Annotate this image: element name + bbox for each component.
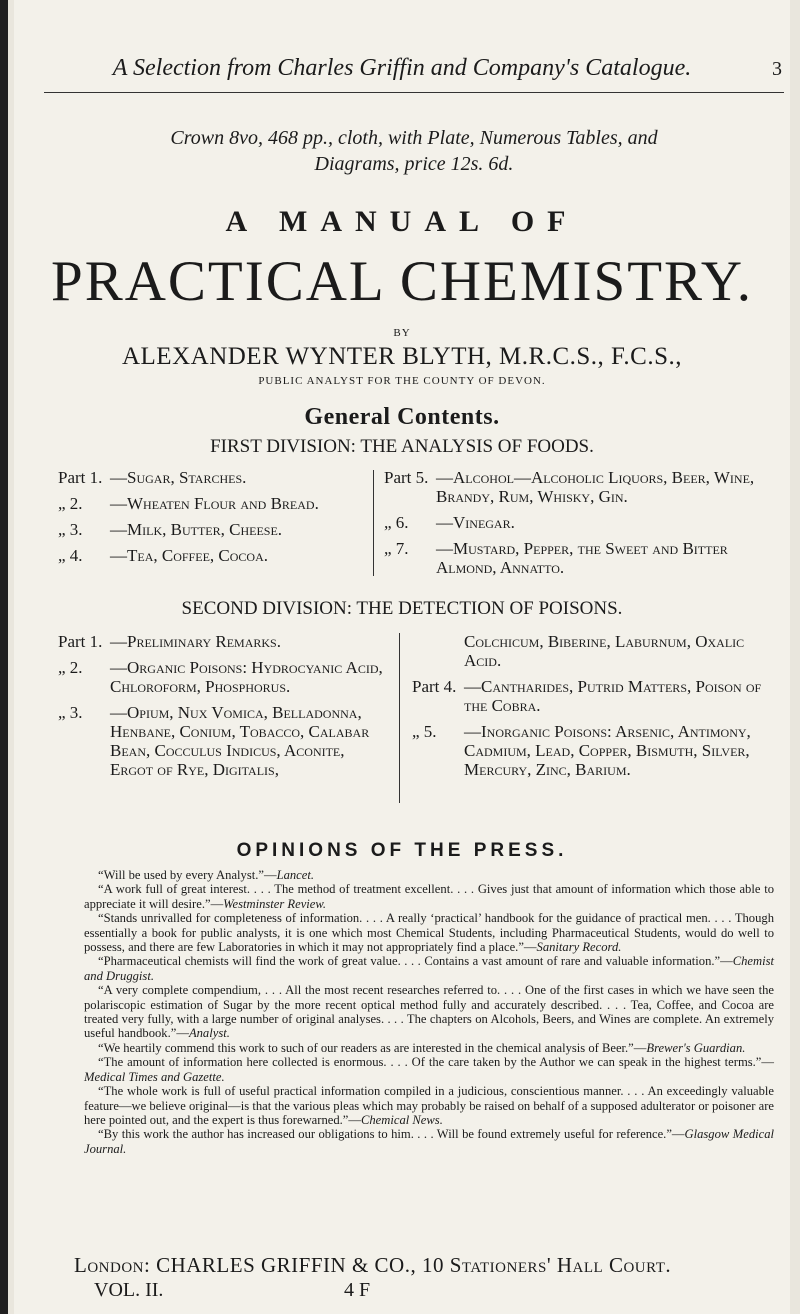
- title-small: A MANUAL OF: [225, 205, 579, 238]
- contents-entry: „ 4. —Tea, Coffee, Cocoa.: [58, 546, 268, 565]
- header-rule: [44, 92, 784, 93]
- review-quote: “Stands unrivalled for completeness of information. . . . A really ‘practical’ handbook for the guidance of practical men. . . . Though essentially a book for public analysts, it is one which most Chemical Students, including Pharmaceutical Students, would do well to possess, and there are few Laboratories in which it may not appropriately find a place.”—Sanitary Record.: [84, 911, 774, 955]
- signature-mark: 4 F: [344, 1279, 371, 1301]
- review-quote: “A work full of great interest. . . . The method of treatment excellent. . . . Gives just that amount of information which those able to appreciate it will desire.”—Westminster Review.: [84, 882, 774, 911]
- second-division-heading: SECOND DIVISION: THE DETECTION OF POISONS.: [181, 598, 623, 619]
- publisher-imprint: London: CHARLES GRIFFIN & CO., 10 Stationers' Hall Court.: [74, 1253, 672, 1277]
- review-quote: “We heartily commend this work to such of our readers as are interested in the chemical analysis of Beer.”—Brewer's Guardian.: [98, 1040, 746, 1055]
- review-quote: “By this work the author has increased our obligations to him. . . . Will be found extremely useful for reference.”—Glasgow Medical Journal.: [84, 1127, 774, 1156]
- contents-entry: „ 3. —Milk, Butter, Cheese.: [58, 520, 283, 539]
- column-divider: [399, 633, 400, 803]
- press-reviews: [84, 868, 774, 1156]
- contents-entry: „ 3. —Opium, Nux Vomica, Belladonna, Henbane, Conium, Tobacco, Calabar Bean, Cocculus Indicus, Aconite, Ergot of Rye, Digitalis,: [58, 703, 370, 779]
- by-line: BY: [393, 327, 411, 339]
- book-specification: Crown 8vo, 468 pp., cloth, with Plate, Numerous Tables, and Diagrams, price 12s. 6d.: [170, 127, 658, 175]
- contents-heading: General Contents.: [304, 404, 500, 430]
- second-division-right-column: [412, 632, 780, 786]
- author-role: PUBLIC ANALYST FOR THE COUNTY OF DEVON.: [258, 375, 546, 387]
- contents-entry: „ 2. —Organic Poisons: Hydrocyanic Acid, Chloroform, Phosphorus.: [58, 658, 383, 696]
- book-title: PRACTICAL CHEMISTRY.: [51, 250, 753, 313]
- page-number: 3: [772, 58, 782, 80]
- contents-entry: Part 1. —Preliminary Remarks.: [58, 632, 281, 651]
- first-division-left-column: [58, 468, 388, 572]
- running-head: A Selection from Charles Griffin and Company's Catalogue.: [112, 55, 692, 81]
- column-divider: [373, 470, 374, 576]
- contents-entry: Part 5. —Alcohol—Alcoholic Liquors, Beer, Wine, Brandy, Rum, Whisky, Gin.: [384, 468, 755, 506]
- contents-entry: „ 2. —Wheaten Flour and Bread.: [58, 494, 319, 513]
- review-quote: “A very complete compendium, . . . All the most recent researches referred to. . . . One of the first cases in which we have seen the polariscopic estimation of Sugar by the more recent optical method fully and accurately described. . . . Tea, Coffee, and Cocoa are treated very fully, with a large number of original analyses. . . . The chapters on Alcohols, Beers, and Wines are complete. An extremely useful handbook.”—Analyst.: [84, 983, 774, 1041]
- contents-entry: „ 6. —Vinegar.: [384, 513, 515, 532]
- contents-entry: Part 1. —Sugar, Starches.: [58, 468, 247, 487]
- catalogue-page: [14, 0, 790, 1314]
- opinions-heading: OPINIONS OF THE PRESS.: [236, 840, 568, 861]
- contents-entry: Part 4. —Cantharides, Putrid Matters, Poison of the Cobra.: [412, 677, 762, 715]
- contents-entry: „ 7. —Mustard, Pepper, the Sweet and Bitter Almond, Annatto.: [384, 539, 728, 577]
- volume-marker: VOL. II.: [94, 1279, 164, 1301]
- first-division-heading: FIRST DIVISION: THE ANALYSIS OF FOODS.: [210, 436, 594, 457]
- book-spine-edge: [0, 0, 8, 1314]
- review-quote: “Will be used by every Analyst.”—Lancet.: [98, 868, 314, 882]
- contents-entry: Colchicum, Biberine, Laburnum, Oxalic Acid.: [464, 632, 745, 670]
- contents-entry: „ 5. —Inorganic Poisons: Arsenic, Antimony, Cadmium, Lead, Copper, Bismuth, Silver, Mercury, Zinc, Barium.: [412, 722, 751, 779]
- review-quote: “The whole work is full of useful practical information compiled in a judicious, conscientious manner. . . . An exceedingly valuable feature—we believe original—is that the various pleas which may probably be raised on behalf of a supposed adulterator or poisoner are here pointed out, and the expert is thus forewarned.”—Chemical News.: [84, 1084, 774, 1127]
- review-quote: “Pharmaceutical chemists will find the work of great value. . . . Contains a vast amount of rare and valuable information.”—Chemist and Druggist.: [84, 954, 774, 983]
- author-name: ALEXANDER WYNTER BLYTH, M.R.C.S., F.C.S.,: [121, 343, 682, 370]
- first-division-right-column: [384, 468, 774, 584]
- second-division-left-column: [58, 632, 388, 786]
- review-quote: “The amount of information here collected is enormous. . . . Of the care taken by the Author we can speak in the highest terms.”—Medical Times and Gazette.: [84, 1055, 774, 1084]
